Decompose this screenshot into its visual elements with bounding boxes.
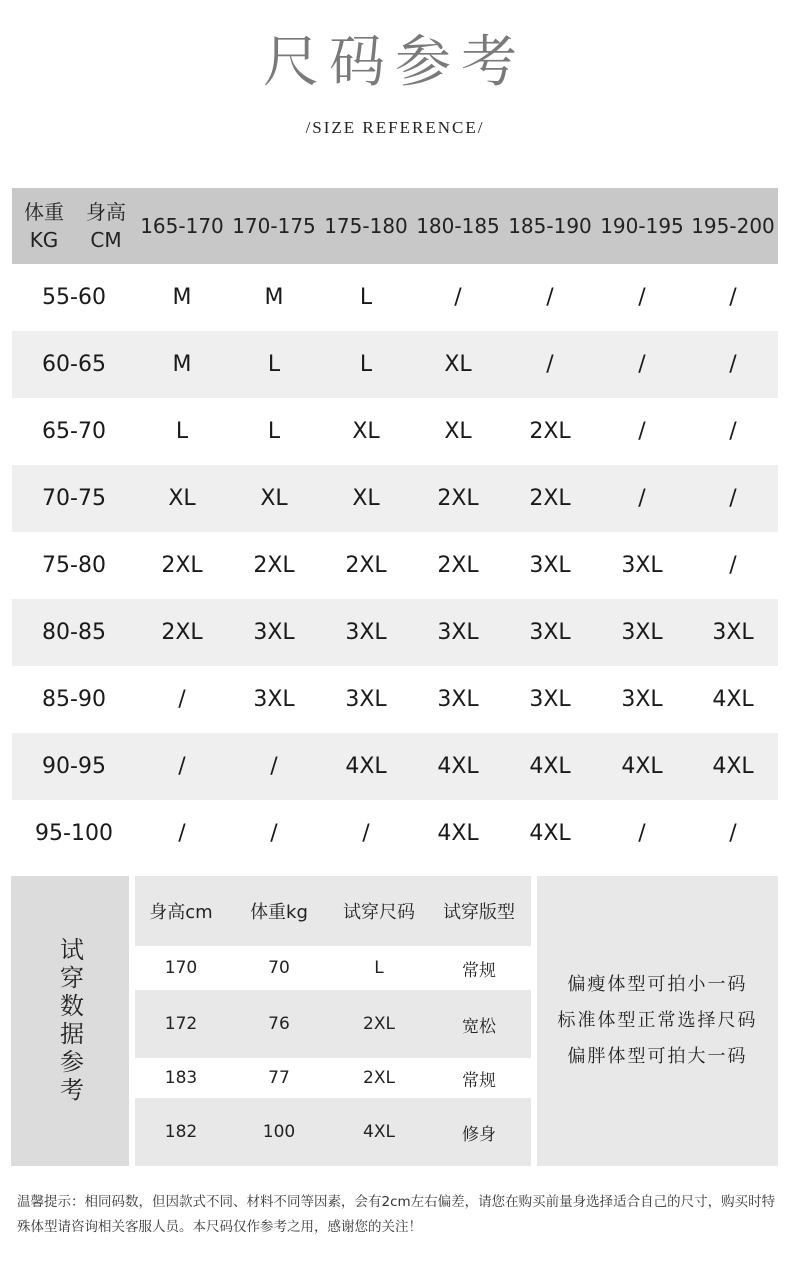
size-cell: XL: [228, 465, 320, 532]
size-cell: 4XL: [320, 733, 412, 800]
page-subtitle: /SIZE REFERENCE/: [305, 118, 485, 137]
size-chart-row: [12, 666, 778, 733]
weight-range-cell: 80-85: [12, 599, 136, 666]
size-cell: L: [320, 331, 412, 398]
size-cell: 4XL: [596, 733, 688, 800]
size-cell: /: [688, 331, 778, 398]
size-cell: /: [729, 553, 737, 578]
weight-range-cell: 70-75: [12, 465, 136, 532]
size-cell: /: [136, 733, 228, 800]
size-cell: 4XL: [504, 733, 596, 800]
size-cell: 4XL: [412, 733, 504, 800]
size-cell: 4XL: [529, 821, 571, 846]
size-cell: 2XL: [253, 553, 295, 578]
trial-fit-cell: 修身: [427, 1098, 531, 1166]
size-cell: L: [228, 331, 320, 398]
weight-range-cell: 55-60: [42, 285, 106, 310]
trial-data-label: 试穿数据参考: [55, 937, 84, 1105]
trial-size-cell: 2XL: [331, 990, 427, 1058]
height-range-header: 195-200: [688, 188, 778, 264]
size-cell: /: [688, 465, 778, 532]
height-range-header: 170-175: [228, 188, 320, 264]
fit-tip: 偏瘦体型可拍小一码: [567, 974, 748, 995]
size-cell: /: [638, 821, 646, 846]
size-cell: L: [267, 419, 281, 444]
trial-fit-cell: 宽松: [427, 990, 531, 1058]
size-cell: /: [546, 285, 554, 310]
trial-header-weight: 体重kg: [227, 876, 331, 946]
size-cell: XL: [320, 465, 412, 532]
size-cell: /: [228, 733, 320, 800]
trial-height-cell: 182: [135, 1098, 227, 1166]
size-cell: /: [504, 331, 596, 398]
size-cell: /: [178, 821, 186, 846]
height-range-header: 165-170: [136, 188, 228, 264]
page-title: 尺码参考: [263, 30, 527, 95]
weight-header-unit: KG: [29, 228, 59, 252]
size-cell: /: [638, 285, 646, 310]
size-chart-row: [12, 398, 778, 465]
trial-weight-cell: 76: [227, 990, 331, 1058]
trial-row: [135, 1058, 531, 1098]
size-chart-row: [12, 331, 778, 398]
size-cell: 2XL: [412, 465, 504, 532]
height-range-header: 180-185: [412, 188, 504, 264]
size-chart-row: [12, 599, 778, 666]
size-cell: XL: [352, 419, 380, 444]
fit-tip: 偏胖体型可拍大一码: [567, 1046, 748, 1067]
warm-tip-note: 温馨提示：相同码数，但因款式不同、材料不同等因素，会有2cm左右偏差，请您在购买前量身选择适合自己的尺寸，购买时特殊体型请咨询相关客服人员。本尺码仅作参考之用，感谢您的关注！: [17, 1194, 776, 1235]
size-cell: 4XL: [712, 687, 754, 712]
trial-size-cell: L: [331, 946, 427, 990]
size-cell: 3XL: [529, 553, 571, 578]
fit-tip: 标准体型正常选择尺码: [557, 1010, 758, 1031]
trial-data-table: [135, 876, 531, 1166]
size-cell: 3XL: [529, 687, 571, 712]
trial-height-cell: 183: [135, 1058, 227, 1098]
trial-size-cell: 4XL: [331, 1098, 427, 1166]
size-chart-row: [12, 264, 778, 331]
trial-header-height: 身高cm: [135, 876, 227, 946]
size-cell: 2XL: [504, 465, 596, 532]
size-cell: /: [638, 419, 646, 444]
size-cell: XL: [444, 419, 472, 444]
trial-height-cell: 172: [135, 990, 227, 1058]
size-cell: 3XL: [253, 687, 295, 712]
size-cell: 2XL: [136, 599, 228, 666]
weight-range-cell: 60-65: [12, 331, 136, 398]
weight-range-cell: 75-80: [42, 553, 106, 578]
size-cell: 4XL: [437, 821, 479, 846]
size-cell: 3XL: [621, 687, 663, 712]
size-cell: 2XL: [437, 553, 479, 578]
size-cell: M: [136, 331, 228, 398]
size-cell: 3XL: [621, 553, 663, 578]
weight-header-label: 体重: [24, 200, 64, 224]
size-cell: /: [270, 821, 278, 846]
size-cell: M: [264, 285, 284, 310]
size-cell: 3XL: [228, 599, 320, 666]
size-cell: L: [359, 285, 373, 310]
size-cell: 2XL: [161, 553, 203, 578]
size-chart-row: [12, 733, 778, 800]
size-chart-table: [12, 188, 778, 867]
size-cell: 3XL: [320, 599, 412, 666]
trial-weight-cell: 100: [227, 1098, 331, 1166]
weight-range-cell: 85-90: [42, 687, 106, 712]
size-cell: /: [729, 285, 737, 310]
height-header-label: 身高: [86, 200, 126, 224]
height-range-header: 185-190: [504, 188, 596, 264]
trial-row: [135, 946, 531, 990]
trial-fit-cell: 常规: [427, 1058, 531, 1098]
size-cell: /: [178, 687, 186, 712]
size-chart-header-row: [12, 188, 778, 264]
trial-weight-cell: 77: [227, 1058, 331, 1098]
size-cell: /: [454, 285, 462, 310]
size-cell: M: [172, 285, 192, 310]
size-cell: XL: [136, 465, 228, 532]
height-range-header: 175-180: [320, 188, 412, 264]
trial-header-size: 试穿尺码: [331, 876, 427, 946]
weight-range-cell: 65-70: [42, 419, 106, 444]
trial-row: [135, 1098, 531, 1166]
trial-fit-cell: 常规: [427, 946, 531, 990]
weight-range-cell: 90-95: [12, 733, 136, 800]
trial-header-row: [135, 876, 531, 946]
trial-data-side-panel: [11, 876, 129, 1166]
weight-header: [12, 188, 76, 264]
height-range-header: 190-195: [596, 188, 688, 264]
size-cell: 2XL: [529, 419, 571, 444]
size-cell: 3XL: [596, 599, 688, 666]
size-cell: /: [729, 419, 737, 444]
size-cell: 3XL: [437, 687, 479, 712]
trial-size-cell: 2XL: [331, 1058, 427, 1098]
size-cell: 3XL: [412, 599, 504, 666]
weight-range-cell: 95-100: [35, 821, 113, 846]
size-cell: L: [175, 419, 189, 444]
trial-row: [135, 990, 531, 1058]
size-cell: 4XL: [688, 733, 778, 800]
height-header: [76, 188, 136, 264]
trial-weight-cell: 70: [227, 946, 331, 990]
size-cell: XL: [412, 331, 504, 398]
height-header-unit: CM: [90, 228, 122, 252]
size-cell: 3XL: [345, 687, 387, 712]
trial-height-cell: 170: [135, 946, 227, 990]
size-cell: 3XL: [688, 599, 778, 666]
size-cell: 2XL: [345, 553, 387, 578]
size-cell: 3XL: [504, 599, 596, 666]
fit-tips-box: [537, 876, 778, 1166]
size-cell: /: [729, 821, 737, 846]
size-cell: /: [596, 465, 688, 532]
size-cell: /: [596, 331, 688, 398]
trial-header-fit: 试穿版型: [427, 876, 531, 946]
size-chart-row: [12, 532, 778, 599]
size-chart-row: [12, 800, 778, 867]
size-cell: /: [362, 821, 370, 846]
size-chart-row: [12, 465, 778, 532]
